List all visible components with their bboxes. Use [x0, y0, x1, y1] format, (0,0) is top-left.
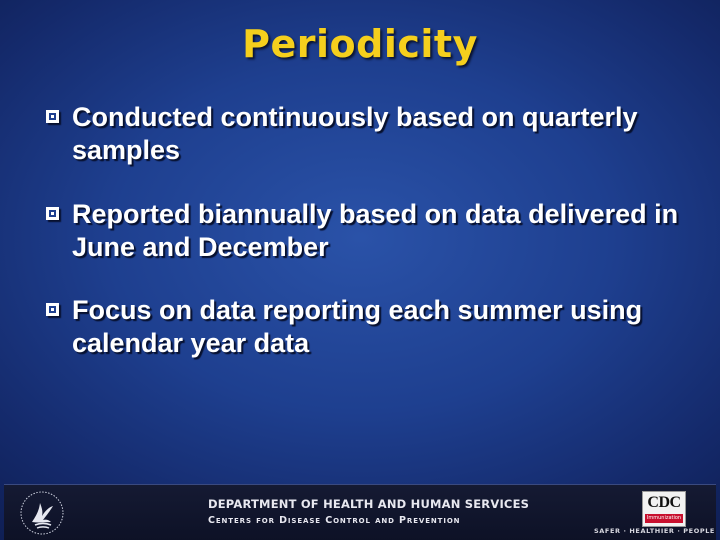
department-name: DEPARTMENT OF HEALTH AND HUMAN SERVICES	[208, 497, 530, 511]
square-bullet-icon	[46, 110, 59, 123]
square-bullet-icon	[46, 303, 59, 316]
cdc-logo-text: CDC	[647, 494, 681, 511]
bullet-text: Focus on data reporting each summer using calendar year data	[72, 295, 643, 358]
centers-name: Centers for Disease Control and Prevention	[208, 515, 461, 526]
bullet-text: Reported biannually based on data delivered in June and December	[72, 199, 679, 262]
bullet-item	[46, 294, 686, 360]
bullet-item	[46, 101, 686, 167]
tagline: SAFER · HEALTHIER · PEOPLE	[594, 527, 715, 535]
bullet-item	[46, 198, 686, 264]
hhs-eagle-icon	[18, 489, 66, 537]
cdc-logo-band: Immunization	[646, 515, 682, 521]
slide-title: Periodicity	[242, 22, 478, 66]
square-bullet-icon	[46, 207, 59, 220]
bullet-text: Conducted continuously based on quarterly samples	[72, 102, 638, 165]
cdc-logo	[642, 491, 686, 527]
footer-bar	[4, 484, 716, 540]
